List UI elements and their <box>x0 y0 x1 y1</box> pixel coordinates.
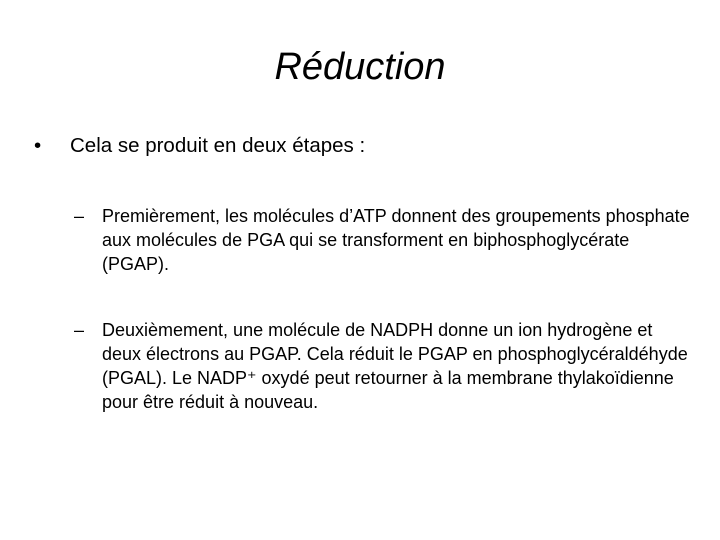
bullet-marker: • <box>34 134 42 157</box>
main-bullet-text: Cela se produit en deux étapes : <box>70 134 366 157</box>
sub-bullet-1 <box>74 204 694 276</box>
sub-bullet-2-text: Deuxièmement, une molécule de NADPH donne un ion hydrogène et deux électrons au PGAP. Cela réduit le PGAP en phosphoglycéraldéhyde (PGAL). Le NADP⁺ oxydé peut retourner à la membrane thylakoïdienne pour être réduit à nouveau. <box>102 320 688 412</box>
main-bullet <box>34 131 694 161</box>
dash-marker: – <box>74 320 85 340</box>
slide-title: Réduction <box>274 46 446 88</box>
dash-marker: – <box>74 206 85 226</box>
sub-bullet-2 <box>74 318 694 414</box>
sub-bullet-1-text: Premièrement, les molécules d’ATP donnent des groupements phosphate aux molécules de PGA qui se transforment en biphosphoglycérate (PGAP). <box>102 206 690 274</box>
